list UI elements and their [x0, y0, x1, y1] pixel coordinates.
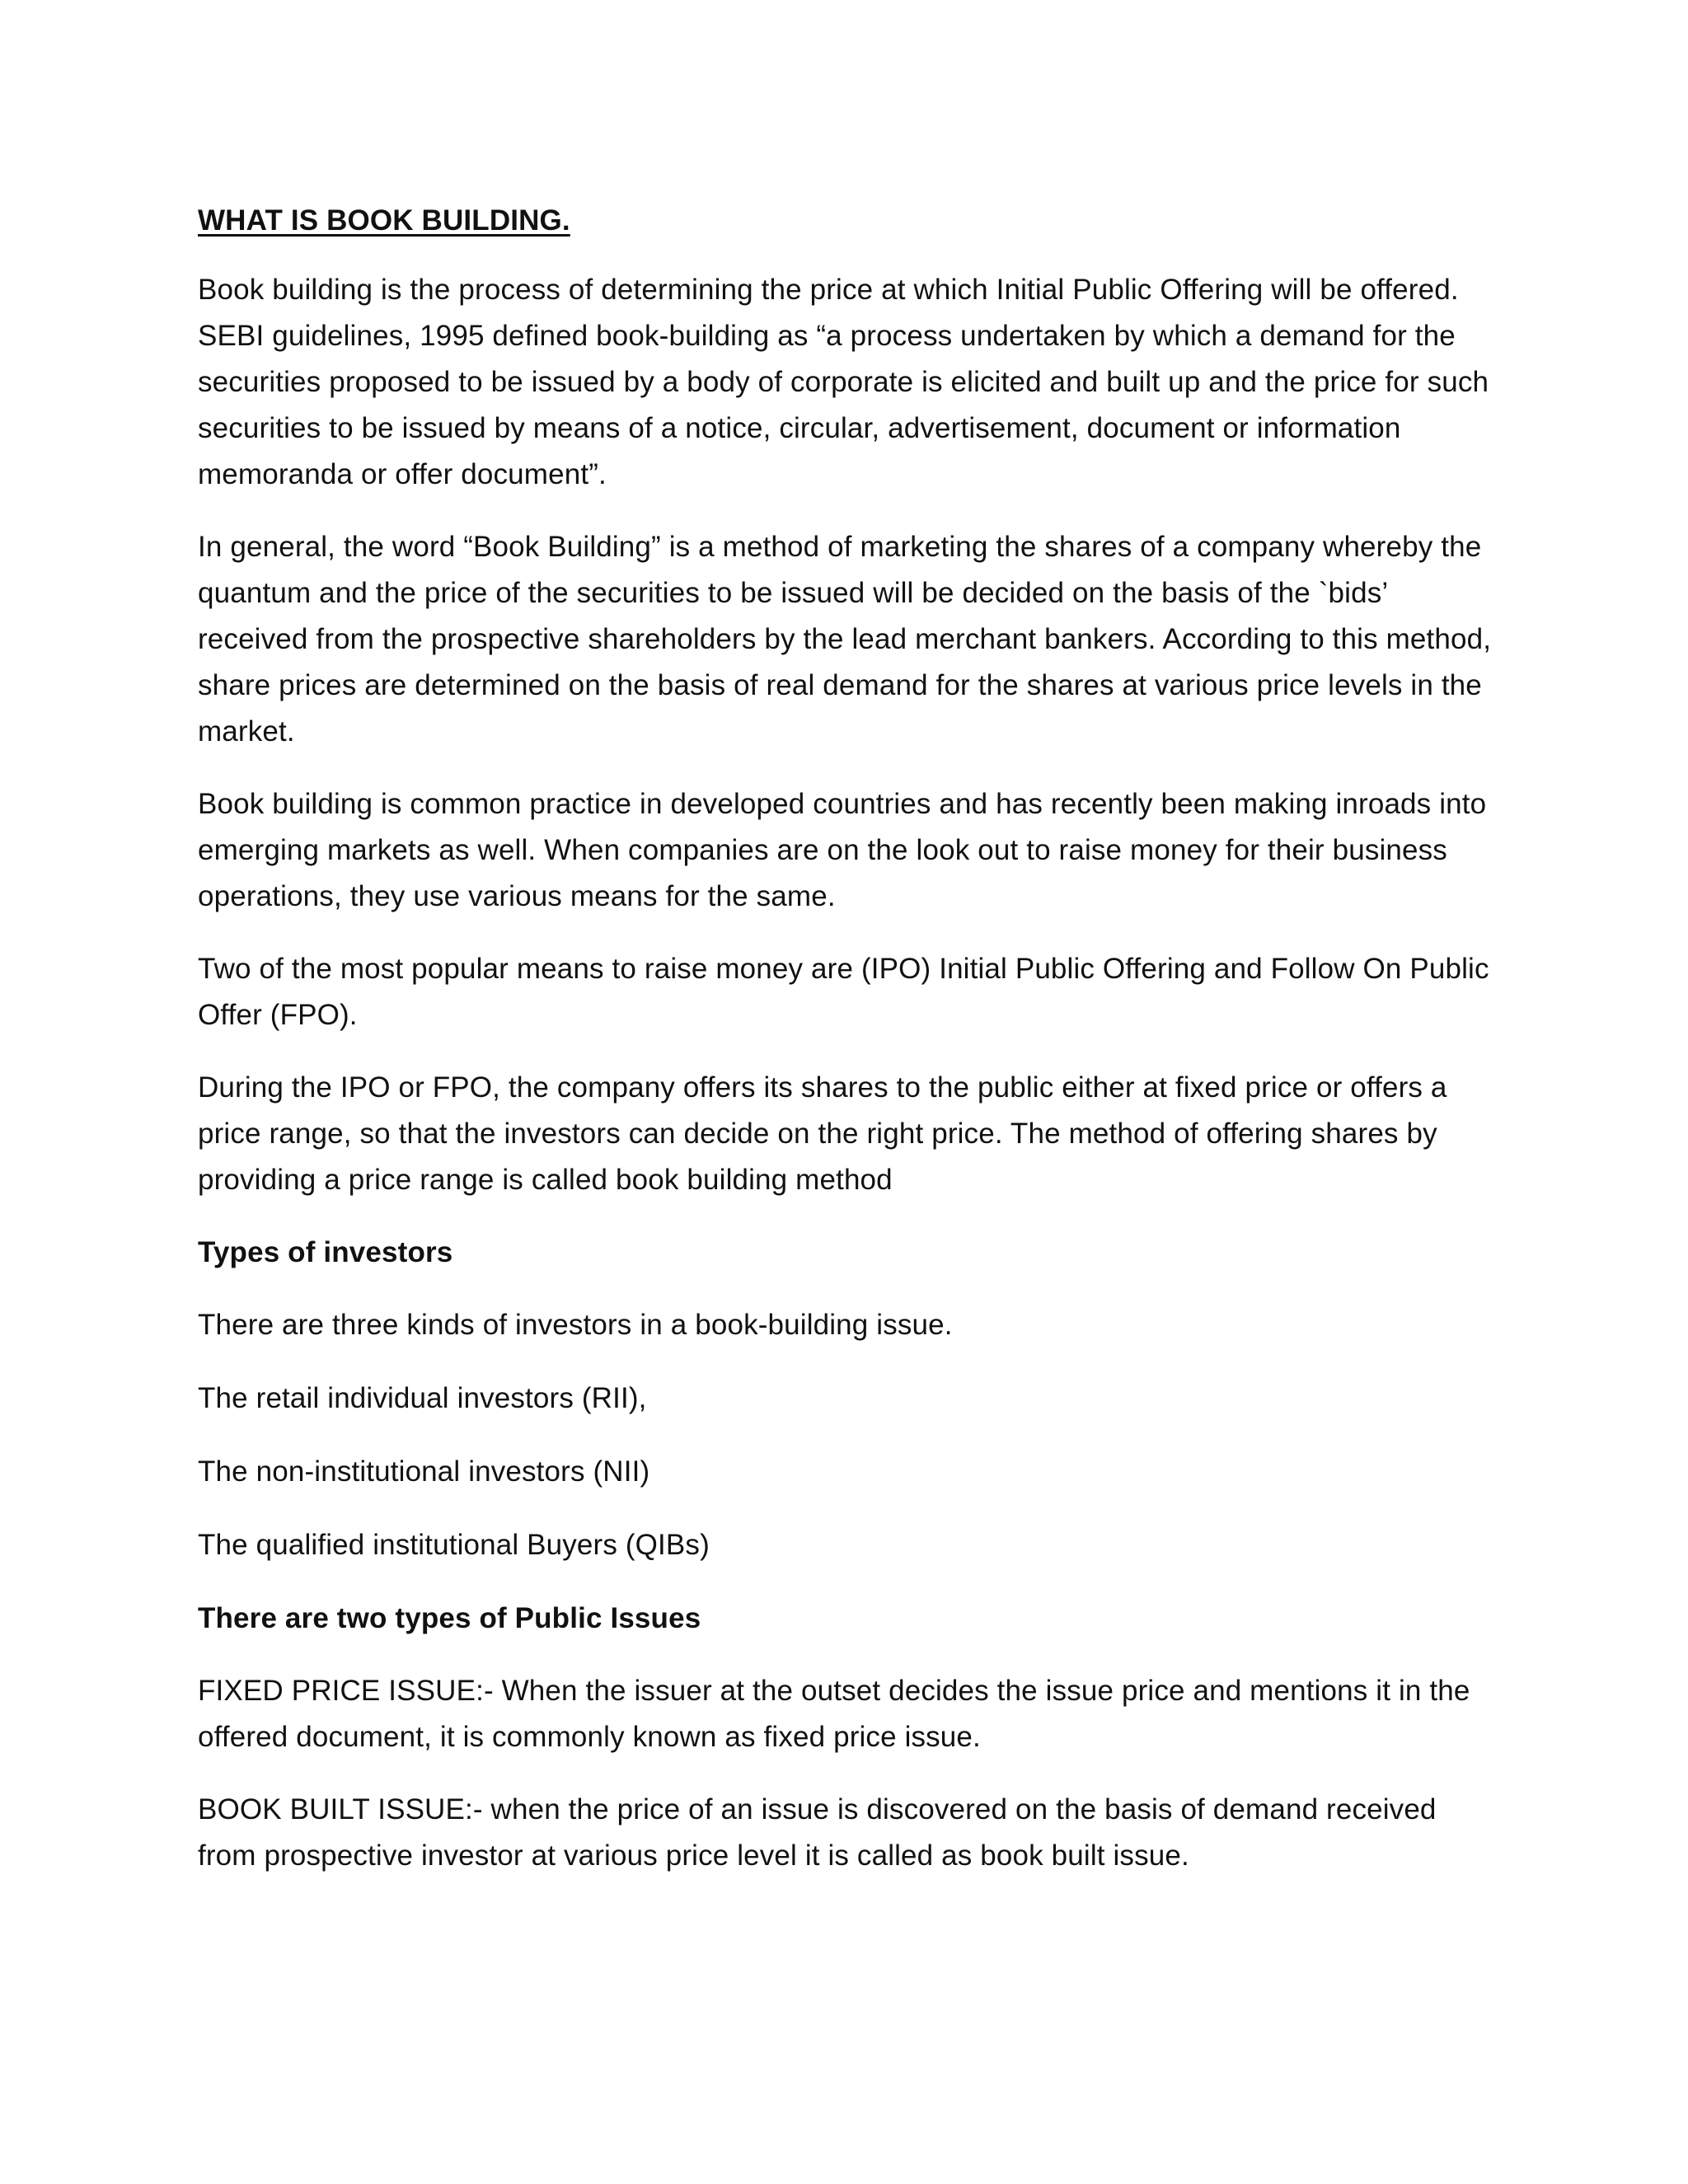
issue-type-book-built: BOOK BUILT ISSUE:- when the price of an issue is discovered on the basis of demand received from prospective investor at various price level it is called as book built issue.	[198, 1793, 1437, 1872]
page-title: WHAT IS BOOK BUILDING.	[198, 204, 570, 237]
paragraph-method: During the IPO or FPO, the company offers its shares to the public either at fixed price or offers a price range, so that the investors can decide on the right price. The method of offering shares by providing a price range is called book building method	[198, 1071, 1447, 1196]
document-body	[198, 198, 1500, 1905]
paragraph-means: Two of the most popular means to raise money are (IPO) Initial Public Offering and Follow On Public Offer (FPO).	[198, 953, 1489, 1031]
investor-type-nii: The non-institutional investors (NII)	[198, 1455, 650, 1488]
investor-type-qib: The qualified institutional Buyers (QIBs)	[198, 1529, 710, 1561]
paragraph-practice: Book building is common practice in developed countries and has recently been making inroads into emerging markets as well. When companies are on the look out to raise money for their business operations, they use various means for the same.	[198, 788, 1487, 912]
investors-heading: Types of investors	[198, 1236, 453, 1268]
paragraph-definition: Book building is the process of determining the price at which Initial Public Offering will be offered. SEBI guidelines, 1995 defined book-building as “a process undertaken by which a demand for the securities proposed to be issued by a body of corporate is elicited and built up and the price for such securities to be issued by means of a notice, circular, advertisement, document or information memoranda or offer document”.	[198, 274, 1489, 490]
paragraph-general: In general, the word “Book Building” is a method of marketing the shares of a company whereby the quantum and the price of the securities to be issued will be decided on the basis of the `bids’ received from the prospective shareholders by the lead merchant bankers. According to this method, share prices are determined on the basis of real demand for the shares at various price levels in the market.	[198, 531, 1492, 748]
investors-intro: There are three kinds of investors in a book-building issue.	[198, 1309, 953, 1341]
issues-heading: There are two types of Public Issues	[198, 1602, 701, 1634]
investor-type-rii: The retail individual investors (RII),	[198, 1382, 647, 1414]
issue-type-fixed-price: FIXED PRICE ISSUE:- When the issuer at the outset decides the issue price and mentions it in the offered document, it is commonly known as fixed price issue.	[198, 1675, 1470, 1753]
